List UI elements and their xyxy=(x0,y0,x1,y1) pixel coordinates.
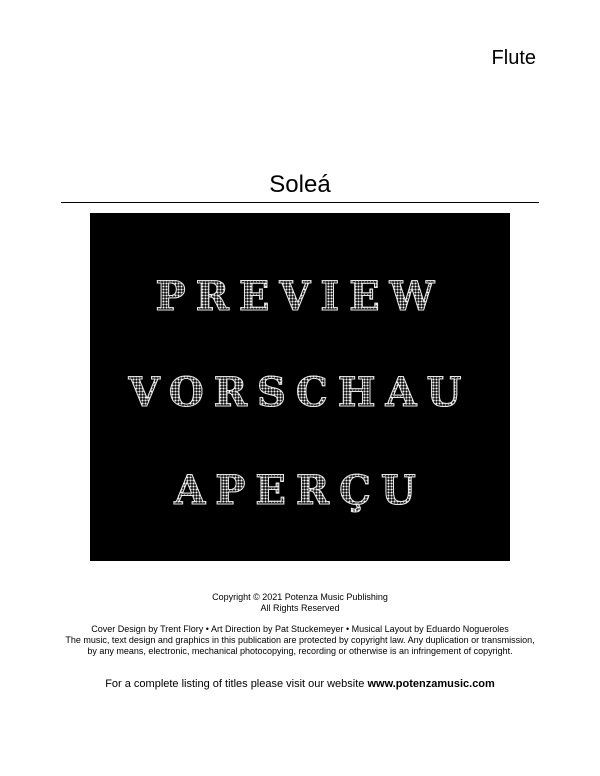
website-link[interactable]: www.potenzamusic.com xyxy=(367,678,495,690)
instrument-label: Flute xyxy=(491,47,536,69)
credits-line: Cover Design by Trent Flory • Art Direction by Pat Stuckemeyer • Musical Layout by Eduardo Nogueroles xyxy=(91,624,509,634)
rights-line: All Rights Reserved xyxy=(260,603,340,613)
copyright-line: Copyright © 2021 Potenza Music Publishing xyxy=(212,592,388,602)
watermark-apercu: APERÇU xyxy=(90,467,510,515)
watermark-vorschau: VORSCHAU xyxy=(90,369,510,417)
legal-notice: The music, text design and graphics in this publication are protected by copyright law. Any duplication or transmission, by any means, electronic, mechanical photocopying, recording or otherwise is an infringement of copyright. xyxy=(65,635,535,656)
piece-title: Soleá xyxy=(269,171,331,198)
watermark-preview: PREVIEW xyxy=(90,273,510,321)
title-rule xyxy=(61,202,539,203)
listing-line xyxy=(0,677,600,691)
copyright-block xyxy=(60,592,540,614)
preview-watermark-box xyxy=(90,213,510,561)
credits-block xyxy=(60,624,540,657)
listing-text: For a complete listing of titles please visit our website xyxy=(105,678,368,690)
